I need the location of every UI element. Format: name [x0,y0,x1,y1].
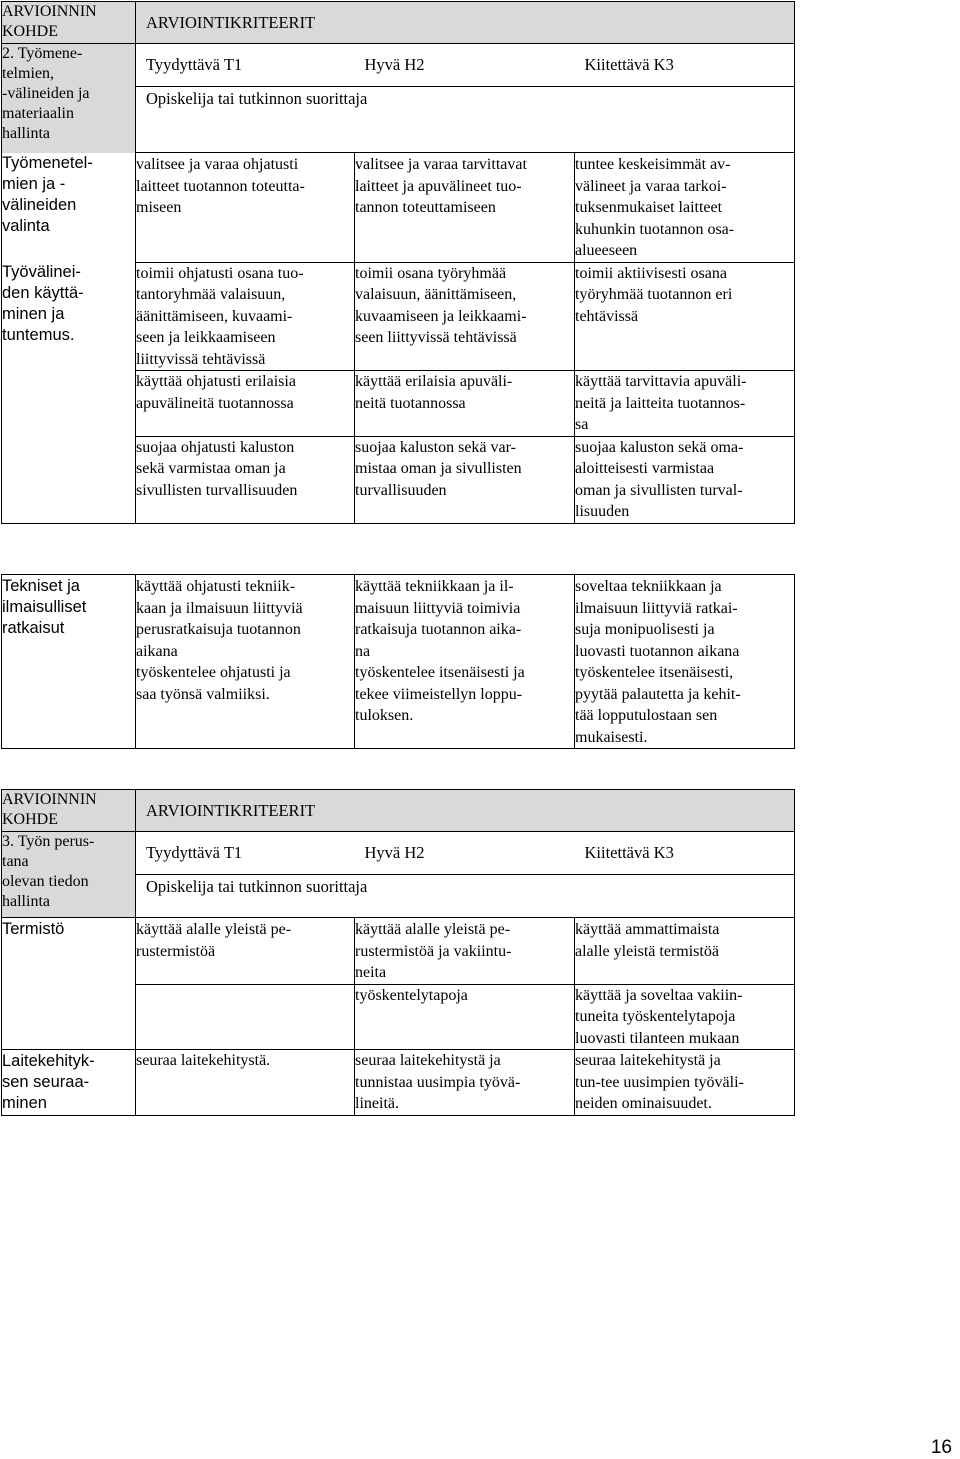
kohde-title: 2. Työmene- telmien, -välineiden ja materiaalin hallinta [2,44,136,153]
criterion-k3: soveltaa tekniikkaan ja ilmaisuun liittyviä ratkai- suja monipuolisesti ja luovasti tuotannon aikana työskentelee itsenäisesti, pyytää palautetta ja kehit- tää lopputulostaan sen mukaisesti. [575,575,795,749]
criterion-t1: käyttää alalle yleistä pe- rustermistöä [136,918,355,985]
criterion-k3: tuntee keskeisimmät av- välineet ja varaa tarkoi- tuksenmukaiset laitteet kuhunkin tuotannon osa- alueeseen [575,153,795,263]
level-h2: Hyvä H2 [364,843,425,862]
criterion-h2: käyttää alalle yleistä pe- rustermistöä ja vakiintu- neita [355,918,575,985]
subject-line: Opiskelija tai tutkinnon suorittaja [146,89,368,108]
row-label: Laitekehityk- sen seuraa- minen [2,1050,136,1116]
kriteerit-header: ARVIOINTIKRITEERIT [146,800,316,820]
row-label [2,984,136,1050]
criteria-table-1 [1,1,795,524]
row-label [2,436,136,523]
level-k3: Kiitettävä K3 [584,843,674,862]
page-number: 16 [930,1437,952,1458]
criterion-h2: suojaa kaluston sekä var- mistaa oman ja sivullisten turvallisuuden [355,436,575,523]
level-k3: Kiitettävä K3 [584,55,674,74]
criterion-k3: käyttää ja soveltaa vakiin- tuneita työskentelytapoja luovasti tilanteen mukaan [575,984,795,1050]
kriteerit-header: ARVIOINTIKRITEERIT [146,12,316,32]
criterion-t1: käyttää ohjatusti tekniik- kaan ja ilmaisuun liittyviä perusratkaisuja tuotannon aikana työskentelee ohjatusti ja saa työnsä valmiiksi. [136,575,355,749]
criterion-t1: toimii ohjatusti osana tuo- tantoryhmää valaisuun, äänittämiseen, kuvaami- seen ja leikkaamiseen liittyvissä tehtävissä [136,262,355,371]
criterion-k3: seuraa laitekehitystä ja tun-tee uusimpien työväli- neiden ominaisuudet. [575,1050,795,1116]
level-h2: Hyvä H2 [364,55,425,74]
criterion-h2: seuraa laitekehitystä ja tunnistaa uusimpia työvä- lineitä. [355,1050,575,1116]
row-label: Työvälinei- den käyttä- minen ja tuntemus. [2,262,136,371]
criterion-h2: työskentelytapoja [355,984,575,1050]
kohde-title: 3. Työn perus- tana olevan tiedon hallinta [2,832,136,918]
criterion-k3: toimii aktiivisesti osana työryhmää tuotannon eri tehtävissä [575,262,795,371]
criteria-table-3 [1,789,795,1116]
criterion-t1: seuraa laitekehitystä. [136,1050,355,1116]
criterion-k3: käyttää tarvittavia apuväli- neitä ja laitteita tuotannos- sa [575,371,795,437]
level-t1: Tyydyttävä T1 [146,55,243,74]
criterion-t1: valitsee ja varaa ohjatusti laitteet tuotannon toteutta- miseen [136,153,355,263]
criterion-t1 [136,984,355,1050]
row-label: Tekniset ja ilmaisulliset ratkaisut [2,575,136,749]
level-t1: Tyydyttävä T1 [146,843,243,862]
criteria-table-2 [1,574,795,749]
kohde-header: ARVIOINNIN KOHDE [2,790,136,832]
criterion-k3: käyttää ammattimaista alalle yleistä termistöä [575,918,795,985]
criterion-h2: valitsee ja varaa tarvittavat laitteet ja apuvälineet tuo- tannon toteuttamiseen [355,153,575,263]
criterion-h2: käyttää tekniikkaan ja il- maisuun liittyviä toimivia ratkaisuja tuotannon aika- na työskentelee itsenäisesti ja tekee viimeistellyn loppu- tuloksen. [355,575,575,749]
row-label: Termistö [2,918,136,985]
criterion-h2: käyttää erilaisia apuväli- neitä tuotannossa [355,371,575,437]
subject-line: Opiskelija tai tutkinnon suorittaja [146,877,368,896]
criterion-t1: suojaa ohjatusti kaluston sekä varmistaa oman ja sivullisten turvallisuuden [136,436,355,523]
kohde-header: ARVIOINNIN KOHDE [2,2,136,44]
row-label: Työmenetel- mien ja - välineiden valinta [2,153,136,263]
criterion-t1: käyttää ohjatusti erilaisia apuvälineitä tuotannossa [136,371,355,437]
row-label [2,371,136,437]
criterion-k3: suojaa kaluston sekä oma- aloitteisesti varmistaa oman ja sivullisten turval- lisuuden [575,436,795,523]
criterion-h2: toimii osana työryhmää valaisuun, äänittämiseen, kuvaamiseen ja leikkaami- seen liittyvissä tehtävissä [355,262,575,371]
